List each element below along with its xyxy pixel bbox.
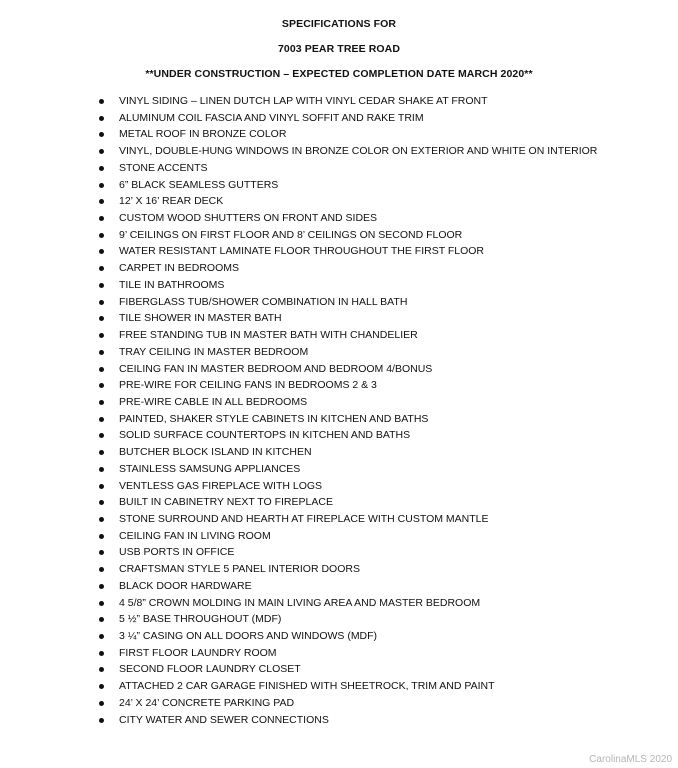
bullet-icon: [99, 132, 104, 137]
spec-item-text: TRAY CEILING IN MASTER BEDROOM: [119, 345, 309, 358]
spec-item-text: 5 ½” BASE THROUGHOUT (MDF): [119, 613, 282, 626]
spec-item-text: FIRST FLOOR LAUNDRY ROOM: [119, 646, 277, 659]
bullet-icon: [99, 166, 104, 171]
bullet-icon: [99, 283, 104, 288]
spec-item-text: 9’ CEILINGS ON FIRST FLOOR AND 8’ CEILINGS ON SECOND FLOOR: [119, 228, 463, 241]
spec-item-text: CRAFTSMAN STYLE 5 PANEL INTERIOR DOORS: [119, 563, 360, 576]
spec-item-text: WATER RESISTANT LAMINATE FLOOR THROUGHOUT THE FIRST FLOOR: [119, 245, 485, 258]
construction-status-note: **UNDER CONSTRUCTION – EXPECTED COMPLETION DATE MARCH 2020**: [145, 68, 533, 80]
spec-item-text: FREE STANDING TUB IN MASTER BATH WITH CHANDELIER: [119, 329, 418, 342]
bullet-icon: [99, 333, 104, 338]
bullet-icon: [99, 567, 104, 572]
spec-item-text: BLACK DOOR HARDWARE: [119, 579, 252, 592]
spec-item-text: 3 ¼” CASING ON ALL DOORS AND WINDOWS (MDF): [119, 630, 378, 642]
watermark: CarolinaMLS 2020: [589, 754, 672, 765]
spec-item-text: STONE ACCENTS: [119, 161, 208, 174]
bullet-icon: [99, 199, 104, 204]
bullet-icon: [99, 367, 104, 372]
bullet-icon: [99, 300, 104, 305]
spec-item-text: 6” BLACK SEAMLESS GUTTERS: [119, 178, 279, 191]
bullet-icon: [99, 99, 104, 104]
spec-item-text: TILE SHOWER IN MASTER BATH: [119, 312, 282, 325]
bullet-icon: [99, 400, 104, 405]
bullet-icon: [99, 433, 104, 438]
bullet-icon: [99, 584, 104, 589]
spec-item-text: PRE-WIRE FOR CEILING FANS IN BEDROOMS 2 & 3: [119, 379, 377, 392]
bullet-icon: [99, 316, 104, 321]
bullet-icon: [99, 116, 104, 121]
bullet-icon: [99, 383, 104, 388]
bullet-icon: [99, 634, 104, 639]
bullet-icon: [99, 233, 104, 238]
bullet-icon: [99, 500, 104, 505]
spec-item-text: ALUMINUM COIL FASCIA AND VINYL SOFFIT AND RAKE TRIM: [119, 111, 424, 124]
spec-item-text: BUILT IN CABINETRY NEXT TO FIREPLACE: [119, 496, 333, 509]
spec-item-text: CEILING FAN IN MASTER BEDROOM AND BEDROOM 4/BONUS: [119, 362, 433, 375]
bullet-icon: [99, 183, 104, 188]
bullet-icon: [99, 684, 104, 689]
spec-item-text: METAL ROOF IN BRONZE COLOR: [119, 128, 287, 141]
bullet-icon: [99, 517, 104, 522]
spec-item-text: STONE SURROUND AND HEARTH AT FIREPLACE WITH CUSTOM MANTLE: [119, 512, 489, 525]
bullet-icon: [99, 350, 104, 355]
bullet-icon: [99, 149, 104, 154]
bullet-icon: [99, 467, 104, 472]
spec-item-text: 4 5/8” CROWN MOLDING IN MAIN LIVING AREA AND MASTER BEDROOM: [119, 596, 481, 609]
bullet-icon: [99, 701, 104, 706]
bullet-icon: [99, 601, 104, 606]
bullet-icon: [99, 216, 104, 221]
property-address: 7003 PEAR TREE ROAD: [277, 43, 401, 55]
spec-item-text: SOLID SURFACE COUNTERTOPS IN KITCHEN AND BATHS: [119, 429, 411, 442]
spec-item-text: 12’ X 16’ REAR DECK: [119, 195, 224, 208]
spec-item-text: CARPET IN BEDROOMS: [119, 262, 239, 275]
spec-item-text: CITY WATER AND SEWER CONNECTIONS: [119, 713, 329, 726]
spec-item-text: 24’ X 24’ CONCRETE PARKING PAD: [119, 696, 295, 709]
spec-item-text: VINYL, DOUBLE-HUNG WINDOWS IN BRONZE COLOR ON EXTERIOR AND WHITE ON INTERIOR: [119, 145, 598, 158]
bullet-icon: [99, 450, 104, 455]
spec-item-text: VINYL SIDING – LINEN DUTCH LAP WITH VINYL CEDAR SHAKE AT FRONT: [119, 95, 488, 107]
spec-item-text: ATTACHED 2 CAR GARAGE FINISHED WITH SHEETROCK, TRIM AND PAINT: [119, 680, 495, 693]
bullet-icon: [99, 550, 104, 555]
spec-item-text: USB PORTS IN OFFICE: [119, 546, 235, 559]
bullet-icon: [99, 249, 104, 254]
spec-item-text: CUSTOM WOOD SHUTTERS ON FRONT AND SIDES: [119, 212, 378, 225]
spec-item-text: SECOND FLOOR LAUNDRY CLOSET: [119, 663, 301, 676]
bullet-icon: [99, 667, 104, 672]
bullet-icon: [99, 617, 104, 622]
spec-item-text: STAINLESS SAMSUNG APPLIANCES: [119, 462, 301, 475]
bullet-icon: [99, 534, 104, 539]
bullet-icon: [99, 417, 104, 422]
spec-item-text: BUTCHER BLOCK ISLAND IN KITCHEN: [119, 446, 312, 459]
bullet-icon: [99, 651, 104, 656]
spec-item-text: PRE-WIRE CABLE IN ALL BEDROOMS: [119, 395, 308, 408]
bullet-icon: [99, 266, 104, 271]
bullet-icon: [99, 484, 104, 489]
document-title: SPECIFICATIONS FOR: [281, 18, 397, 30]
spec-item-text: PAINTED, SHAKER STYLE CABINETS IN KITCHEN AND BATHS: [119, 412, 429, 425]
spec-item-text: CEILING FAN IN LIVING ROOM: [119, 529, 271, 542]
bullet-icon: [99, 718, 104, 723]
spec-item-text: FIBERGLASS TUB/SHOWER COMBINATION IN HALL BATH: [119, 295, 408, 308]
spec-item-text: VENTLESS GAS FIREPLACE WITH LOGS: [119, 479, 323, 492]
spec-item-text: TILE IN BATHROOMS: [119, 278, 225, 291]
